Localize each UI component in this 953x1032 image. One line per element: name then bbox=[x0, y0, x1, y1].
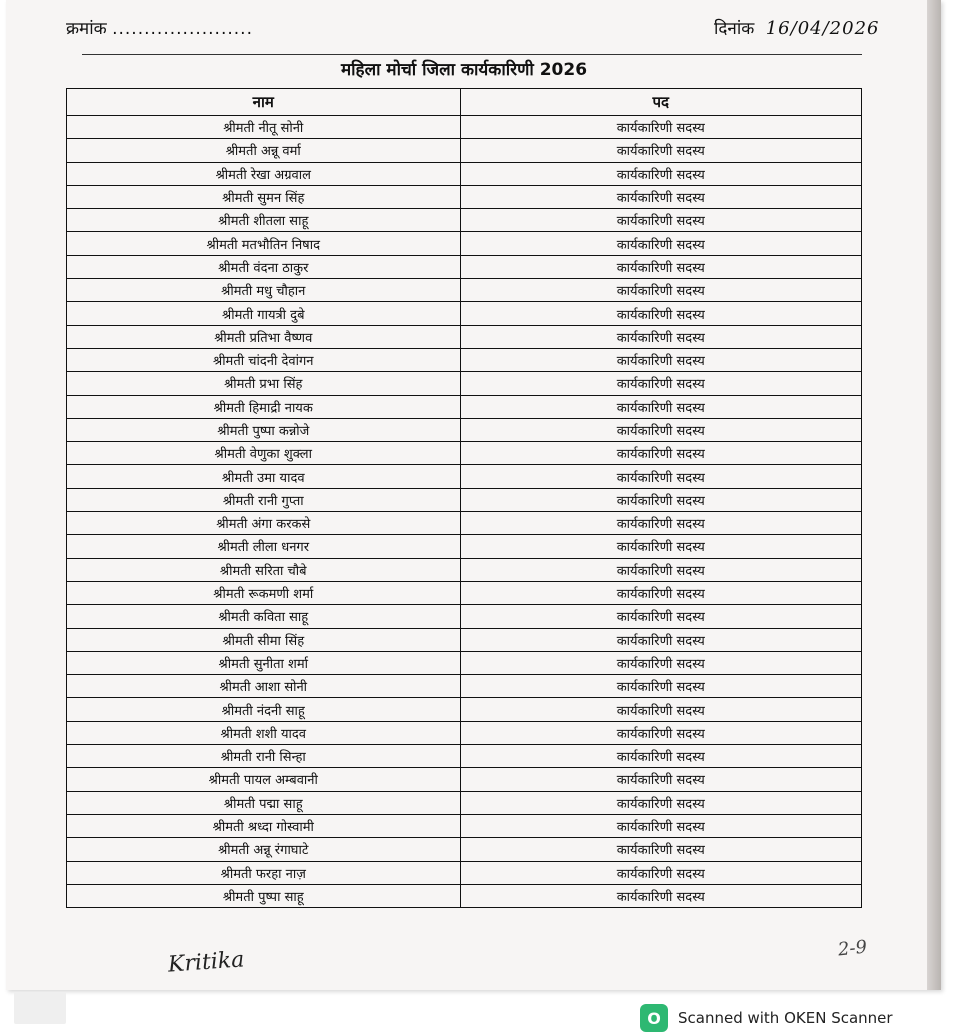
member-post-cell: कार्यकारिणी सदस्य bbox=[460, 185, 861, 208]
member-post-cell: कार्यकारिणी सदस्य bbox=[460, 721, 861, 744]
member-name-cell: श्रीमती सुमन सिंह bbox=[67, 185, 461, 208]
member-post-cell: कार्यकारिणी सदस्य bbox=[460, 372, 861, 395]
table-row bbox=[67, 325, 862, 348]
member-name-cell: श्रीमती प्रतिभा वैष्णव bbox=[67, 325, 461, 348]
date-value: 16/04/2026 bbox=[765, 18, 880, 39]
member-post-cell: कार्यकारिणी सदस्य bbox=[460, 861, 861, 884]
member-post-cell: कार्यकारिणी सदस्य bbox=[460, 814, 861, 837]
scanner-text: Scanned with OKEN Scanner bbox=[678, 1009, 893, 1027]
table-row bbox=[67, 675, 862, 698]
reference-number bbox=[66, 16, 253, 39]
table-row bbox=[67, 116, 862, 139]
member-name-cell: श्रीमती पुष्पा कन्नोजे bbox=[67, 418, 461, 441]
table-row bbox=[67, 814, 862, 837]
member-post-cell: कार्यकारिणी सदस्य bbox=[460, 651, 861, 674]
member-post-cell: कार्यकारिणी सदस्य bbox=[460, 558, 861, 581]
reference-label: क्रमांक bbox=[66, 19, 107, 39]
member-post-cell: कार्यकारिणी सदस्य bbox=[460, 279, 861, 302]
member-post-cell: कार्यकारिणी सदस्य bbox=[460, 791, 861, 814]
member-name-cell: श्रीमती रेखा अग्रवाल bbox=[67, 162, 461, 185]
member-name-cell: श्रीमती वंदना ठाकुर bbox=[67, 255, 461, 278]
table-row bbox=[67, 605, 862, 628]
member-name-cell: श्रीमती पुष्पा साहू bbox=[67, 884, 461, 907]
member-name-cell: श्रीमती शीतला साहू bbox=[67, 209, 461, 232]
document-title: महिला मोर्चा जिला कार्यकारिणी 2026 bbox=[340, 60, 588, 80]
table-row bbox=[67, 861, 862, 884]
member-post-cell: कार्यकारिणी सदस्य bbox=[460, 884, 861, 907]
table-row bbox=[67, 302, 862, 325]
member-name-cell: श्रीमती कविता साहू bbox=[67, 605, 461, 628]
table-row bbox=[67, 768, 862, 791]
member-post-cell: कार्यकारिणी सदस्य bbox=[460, 745, 861, 768]
date-label: दिनांक bbox=[714, 19, 755, 39]
member-name-cell: श्रीमती चांदनी देवांगन bbox=[67, 348, 461, 371]
table-row bbox=[67, 558, 862, 581]
table-row bbox=[67, 348, 862, 371]
member-name-cell: श्रीमती अन्नू रंगाघाटे bbox=[67, 838, 461, 861]
member-name-cell: श्रीमती सरिता चौबे bbox=[67, 558, 461, 581]
member-name-cell: श्रीमती शशी यादव bbox=[67, 721, 461, 744]
table-row bbox=[67, 745, 862, 768]
table-row bbox=[67, 698, 862, 721]
member-name-cell: श्रीमती प्रभा सिंह bbox=[67, 372, 461, 395]
footer-thumbnail bbox=[14, 992, 66, 1024]
member-name-cell: श्रीमती पायल अम्बवानी bbox=[67, 768, 461, 791]
members-table bbox=[66, 88, 862, 908]
table-row bbox=[67, 535, 862, 558]
member-name-cell: श्रीमती मधु चौहान bbox=[67, 279, 461, 302]
member-name-cell: श्रीमती वेणुका शुक्ला bbox=[67, 442, 461, 465]
member-post-cell: कार्यकारिणी सदस्य bbox=[460, 162, 861, 185]
table-row bbox=[67, 209, 862, 232]
member-post-cell: कार्यकारिणी सदस्य bbox=[460, 348, 861, 371]
member-name-cell: श्रीमती उमा यादव bbox=[67, 465, 461, 488]
member-name-cell: श्रीमती गायत्री दुबे bbox=[67, 302, 461, 325]
member-name-cell: श्रीमती फरहा नाज़ bbox=[67, 861, 461, 884]
handwritten-signature: Kritika bbox=[167, 947, 246, 978]
table-row bbox=[67, 651, 862, 674]
member-post-cell: कार्यकारिणी सदस्य bbox=[460, 535, 861, 558]
reference-dots: ...................... bbox=[112, 19, 253, 39]
member-post-cell: कार्यकारिणी सदस्य bbox=[460, 465, 861, 488]
member-post-cell: कार्यकारिणी सदस्य bbox=[460, 116, 861, 139]
table-row bbox=[67, 791, 862, 814]
scanner-watermark bbox=[640, 1004, 893, 1032]
table-row bbox=[67, 581, 862, 604]
member-name-cell: श्रीमती सुनीता शर्मा bbox=[67, 651, 461, 674]
member-name-cell: श्रीमती श्रध्दा गोस्वामी bbox=[67, 814, 461, 837]
column-header-name: नाम bbox=[67, 89, 461, 116]
member-name-cell: श्रीमती अन्नू वर्मा bbox=[67, 139, 461, 162]
member-name-cell: श्रीमती रानी सिन्हा bbox=[67, 745, 461, 768]
header-divider bbox=[82, 54, 862, 55]
member-post-cell: कार्यकारिणी सदस्य bbox=[460, 232, 861, 255]
member-post-cell: कार्यकारिणी सदस्य bbox=[460, 512, 861, 535]
table-row bbox=[67, 139, 862, 162]
member-name-cell: श्रीमती मतभौतिन निषाद bbox=[67, 232, 461, 255]
scanner-logo-icon: O bbox=[640, 1004, 668, 1032]
member-post-cell: कार्यकारिणी सदस्य bbox=[460, 768, 861, 791]
member-post-cell: कार्यकारिणी सदस्य bbox=[460, 395, 861, 418]
member-name-cell: श्रीमती आशा सोनी bbox=[67, 675, 461, 698]
table-row bbox=[67, 838, 862, 861]
member-name-cell: श्रीमती लीला धनगर bbox=[67, 535, 461, 558]
column-header-post: पद bbox=[460, 89, 861, 116]
page-edge-shadow bbox=[927, 0, 941, 990]
member-post-cell: कार्यकारिणी सदस्य bbox=[460, 255, 861, 278]
table-row bbox=[67, 512, 862, 535]
table-row bbox=[67, 418, 862, 441]
member-post-cell: कार्यकारिणी सदस्य bbox=[460, 325, 861, 348]
table-row bbox=[67, 232, 862, 255]
table-row bbox=[67, 372, 862, 395]
member-name-cell: श्रीमती रानी गुप्ता bbox=[67, 488, 461, 511]
table-row bbox=[67, 279, 862, 302]
member-post-cell: कार्यकारिणी सदस्य bbox=[460, 209, 861, 232]
member-name-cell: श्रीमती नंदनी साहू bbox=[67, 698, 461, 721]
table-row bbox=[67, 255, 862, 278]
member-post-cell: कार्यकारिणी सदस्य bbox=[460, 698, 861, 721]
member-name-cell: श्रीमती सीमा सिंह bbox=[67, 628, 461, 651]
member-name-cell: श्रीमती अंगा करकसे bbox=[67, 512, 461, 535]
member-post-cell: कार्यकारिणी सदस्य bbox=[460, 139, 861, 162]
member-post-cell: कार्यकारिणी सदस्य bbox=[460, 838, 861, 861]
member-post-cell: कार्यकारिणी सदस्य bbox=[460, 302, 861, 325]
table-row bbox=[67, 162, 862, 185]
table-row bbox=[67, 488, 862, 511]
member-name-cell: श्रीमती पद्मा साहू bbox=[67, 791, 461, 814]
table-row bbox=[67, 395, 862, 418]
member-name-cell: श्रीमती नीतू सोनी bbox=[67, 116, 461, 139]
member-name-cell: श्रीमती रूकमणी शर्मा bbox=[67, 581, 461, 604]
date-field bbox=[714, 16, 879, 39]
member-post-cell: कार्यकारिणी सदस्य bbox=[460, 605, 861, 628]
table-row bbox=[67, 465, 862, 488]
table-row bbox=[67, 442, 862, 465]
member-post-cell: कार्यकारिणी सदस्य bbox=[460, 418, 861, 441]
table-row bbox=[67, 185, 862, 208]
member-post-cell: कार्यकारिणी सदस्य bbox=[460, 581, 861, 604]
member-post-cell: कार्यकारिणी सदस्य bbox=[460, 628, 861, 651]
table-row bbox=[67, 721, 862, 744]
page-mark: 2-9 bbox=[836, 936, 869, 961]
table-header-row bbox=[67, 89, 862, 116]
table-row bbox=[67, 628, 862, 651]
member-post-cell: कार्यकारिणी सदस्य bbox=[460, 488, 861, 511]
table-row bbox=[67, 884, 862, 907]
member-post-cell: कार्यकारिणी सदस्य bbox=[460, 442, 861, 465]
member-post-cell: कार्यकारिणी सदस्य bbox=[460, 675, 861, 698]
table-body bbox=[67, 116, 862, 908]
member-name-cell: श्रीमती हिमाद्री नायक bbox=[67, 395, 461, 418]
